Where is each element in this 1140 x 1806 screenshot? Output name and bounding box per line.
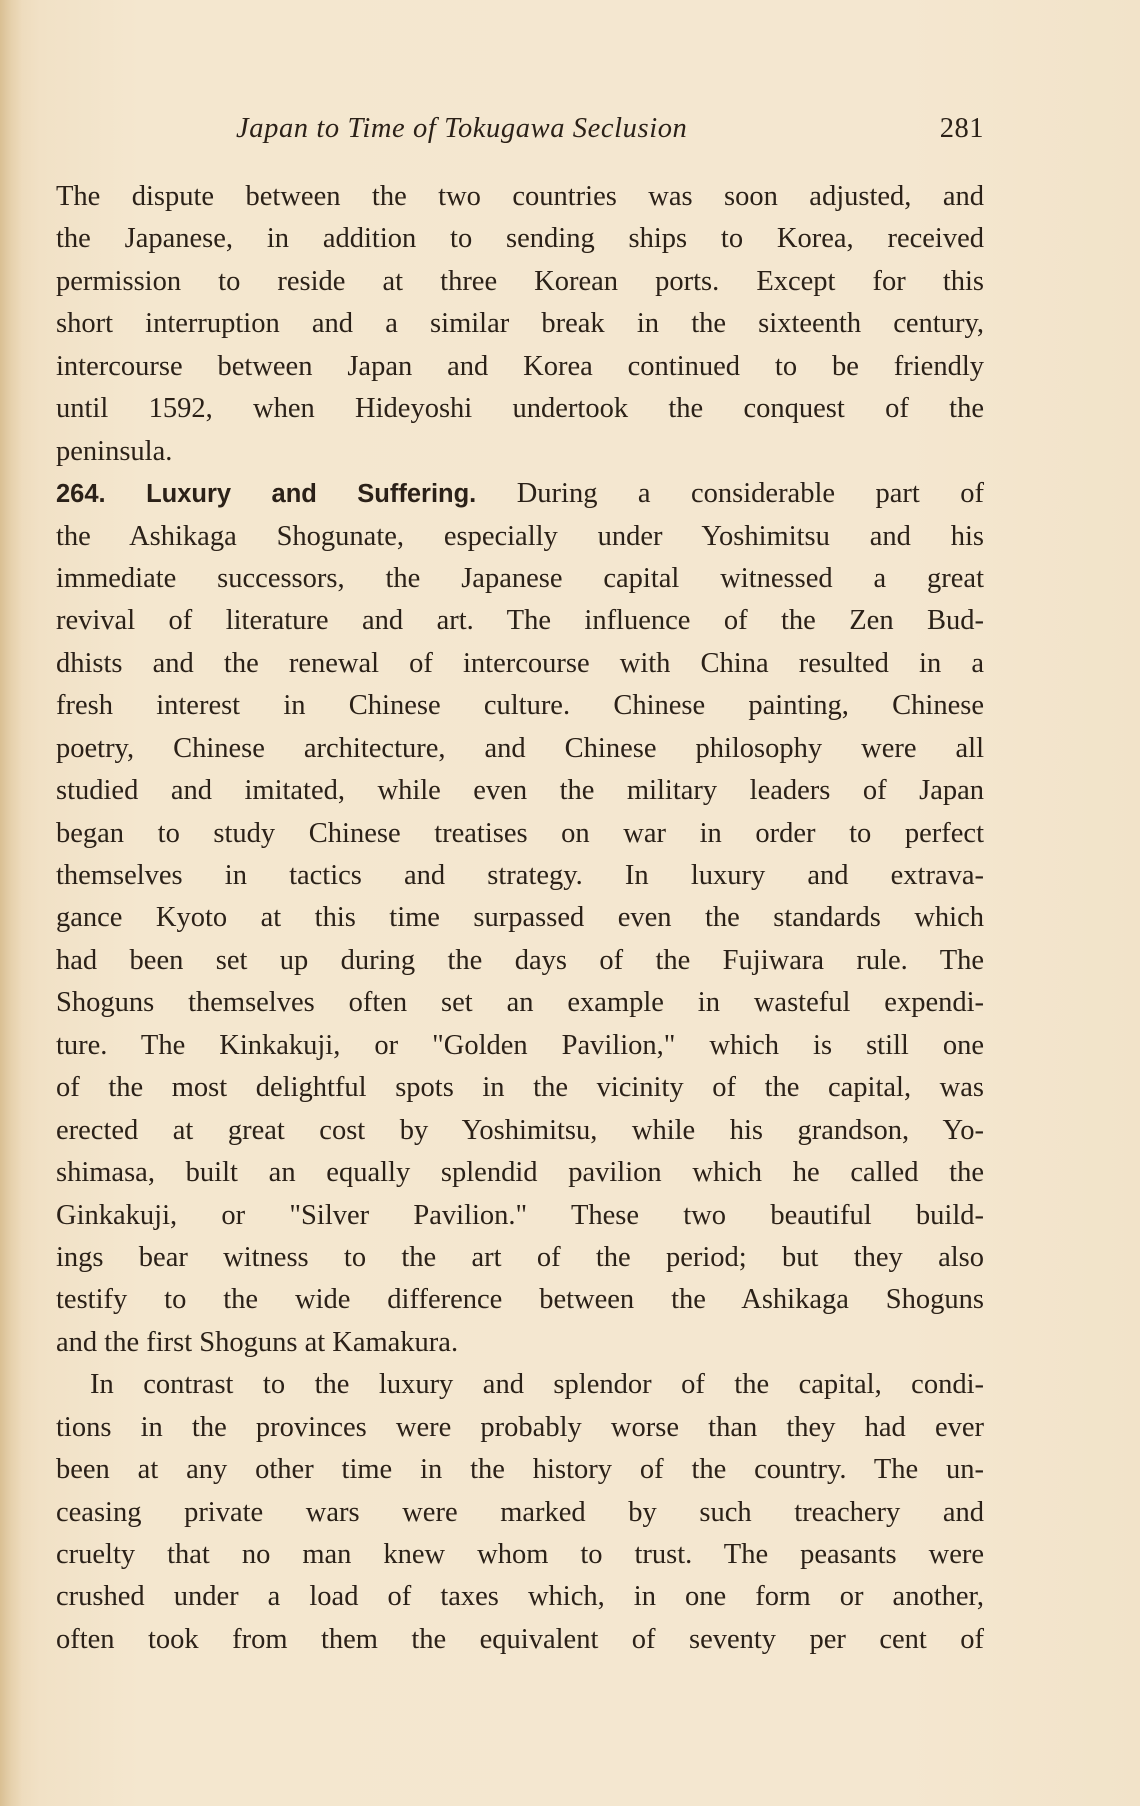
text-line: ings bear witness to the art of the period; but they also	[56, 1241, 984, 1273]
text-line: permission to reside at three Korean ports. Except for this	[56, 265, 984, 297]
running-head: Japan to Time of Tokugawa Seclusion	[236, 113, 688, 144]
page-number: 281	[939, 113, 984, 144]
text-line: Shoguns themselves often set an example in wasteful expendi-	[56, 987, 984, 1019]
text-line: the Japanese, in addition to sending ships to Korea, received	[56, 223, 984, 255]
text-line: crushed under a load of taxes which, in one form or another,	[56, 1581, 984, 1613]
page-edge-stain	[0, 0, 22, 1806]
text-line: ceasing private wars were marked by such treachery and	[56, 1496, 984, 1528]
text-line: began to study Chinese treatises on war in order to perfect	[56, 817, 984, 849]
text-line: immediate successors, the Japanese capital witnessed a great	[56, 562, 984, 594]
text-line: erected at great cost by Yoshimitsu, while his grandson, Yo-	[56, 1114, 984, 1146]
text-line: shimasa, built an equally splendid pavilion which he called the	[56, 1157, 984, 1189]
text-line: been at any other time in the history of the country. The un-	[56, 1454, 984, 1486]
text-line: fresh interest in Chinese culture. Chinese painting, Chinese	[56, 690, 984, 722]
text-line: tions in the provinces were probably worse than they had ever	[56, 1411, 984, 1443]
text-line: In contrast to the luxury and splendor of the capital, condi-	[90, 1369, 984, 1401]
text-line: themselves in tactics and strategy. In luxury and extrava-	[56, 860, 984, 891]
section-title: Luxury and Suffering.	[146, 480, 477, 509]
text-line: often took from them the equivalent of seventy per cent of	[56, 1623, 984, 1655]
text-line: gance Kyoto at this time surpassed even the standards which	[56, 902, 984, 934]
text-line: cruelty that no man knew whom to trust. The peasants were	[56, 1539, 984, 1570]
text-line: ture. The Kinkakuji, or "Golden Pavilion," which is still one	[56, 1029, 984, 1061]
text-line: dhists and the renewal of intercourse with China resulted in a	[56, 647, 984, 679]
text-line: peninsula.	[56, 435, 173, 467]
section-first-line-text: During a considerable part of	[476, 478, 984, 510]
text-line: the Ashikaga Shogunate, especially under Yoshimitsu and his	[56, 520, 984, 552]
text-line: revival of literature and art. The influence of the Zen Bud-	[56, 605, 984, 637]
text-line: studied and imitated, while even the military leaders of Japan	[56, 775, 984, 807]
text-line: until 1592, when Hideyoshi undertook the conquest of the	[56, 393, 984, 425]
section-number: 264.	[56, 480, 106, 509]
text-line: Ginkakuji, or "Silver Pavilion." These two beautiful build-	[56, 1199, 984, 1231]
page-header	[236, 113, 984, 153]
text-line: of the most delightful spots in the vicinity of the capital, was	[56, 1072, 984, 1104]
text-line: short interruption and a similar break in the sixteenth century,	[56, 308, 984, 340]
section-heading-line	[56, 473, 984, 515]
text-line: intercourse between Japan and Korea continued to be friendly	[56, 350, 984, 382]
body-text	[56, 176, 984, 1661]
text-line: poetry, Chinese architecture, and Chinese philosophy were all	[56, 732, 984, 764]
text-line: had been set up during the days of the Fujiwara rule. The	[56, 944, 984, 976]
text-line: and the first Shoguns at Kamakura.	[56, 1326, 459, 1358]
text-line: The dispute between the two countries was soon adjusted, and	[56, 181, 984, 212]
text-line: testify to the wide difference between the Ashikaga Shoguns	[56, 1284, 984, 1316]
